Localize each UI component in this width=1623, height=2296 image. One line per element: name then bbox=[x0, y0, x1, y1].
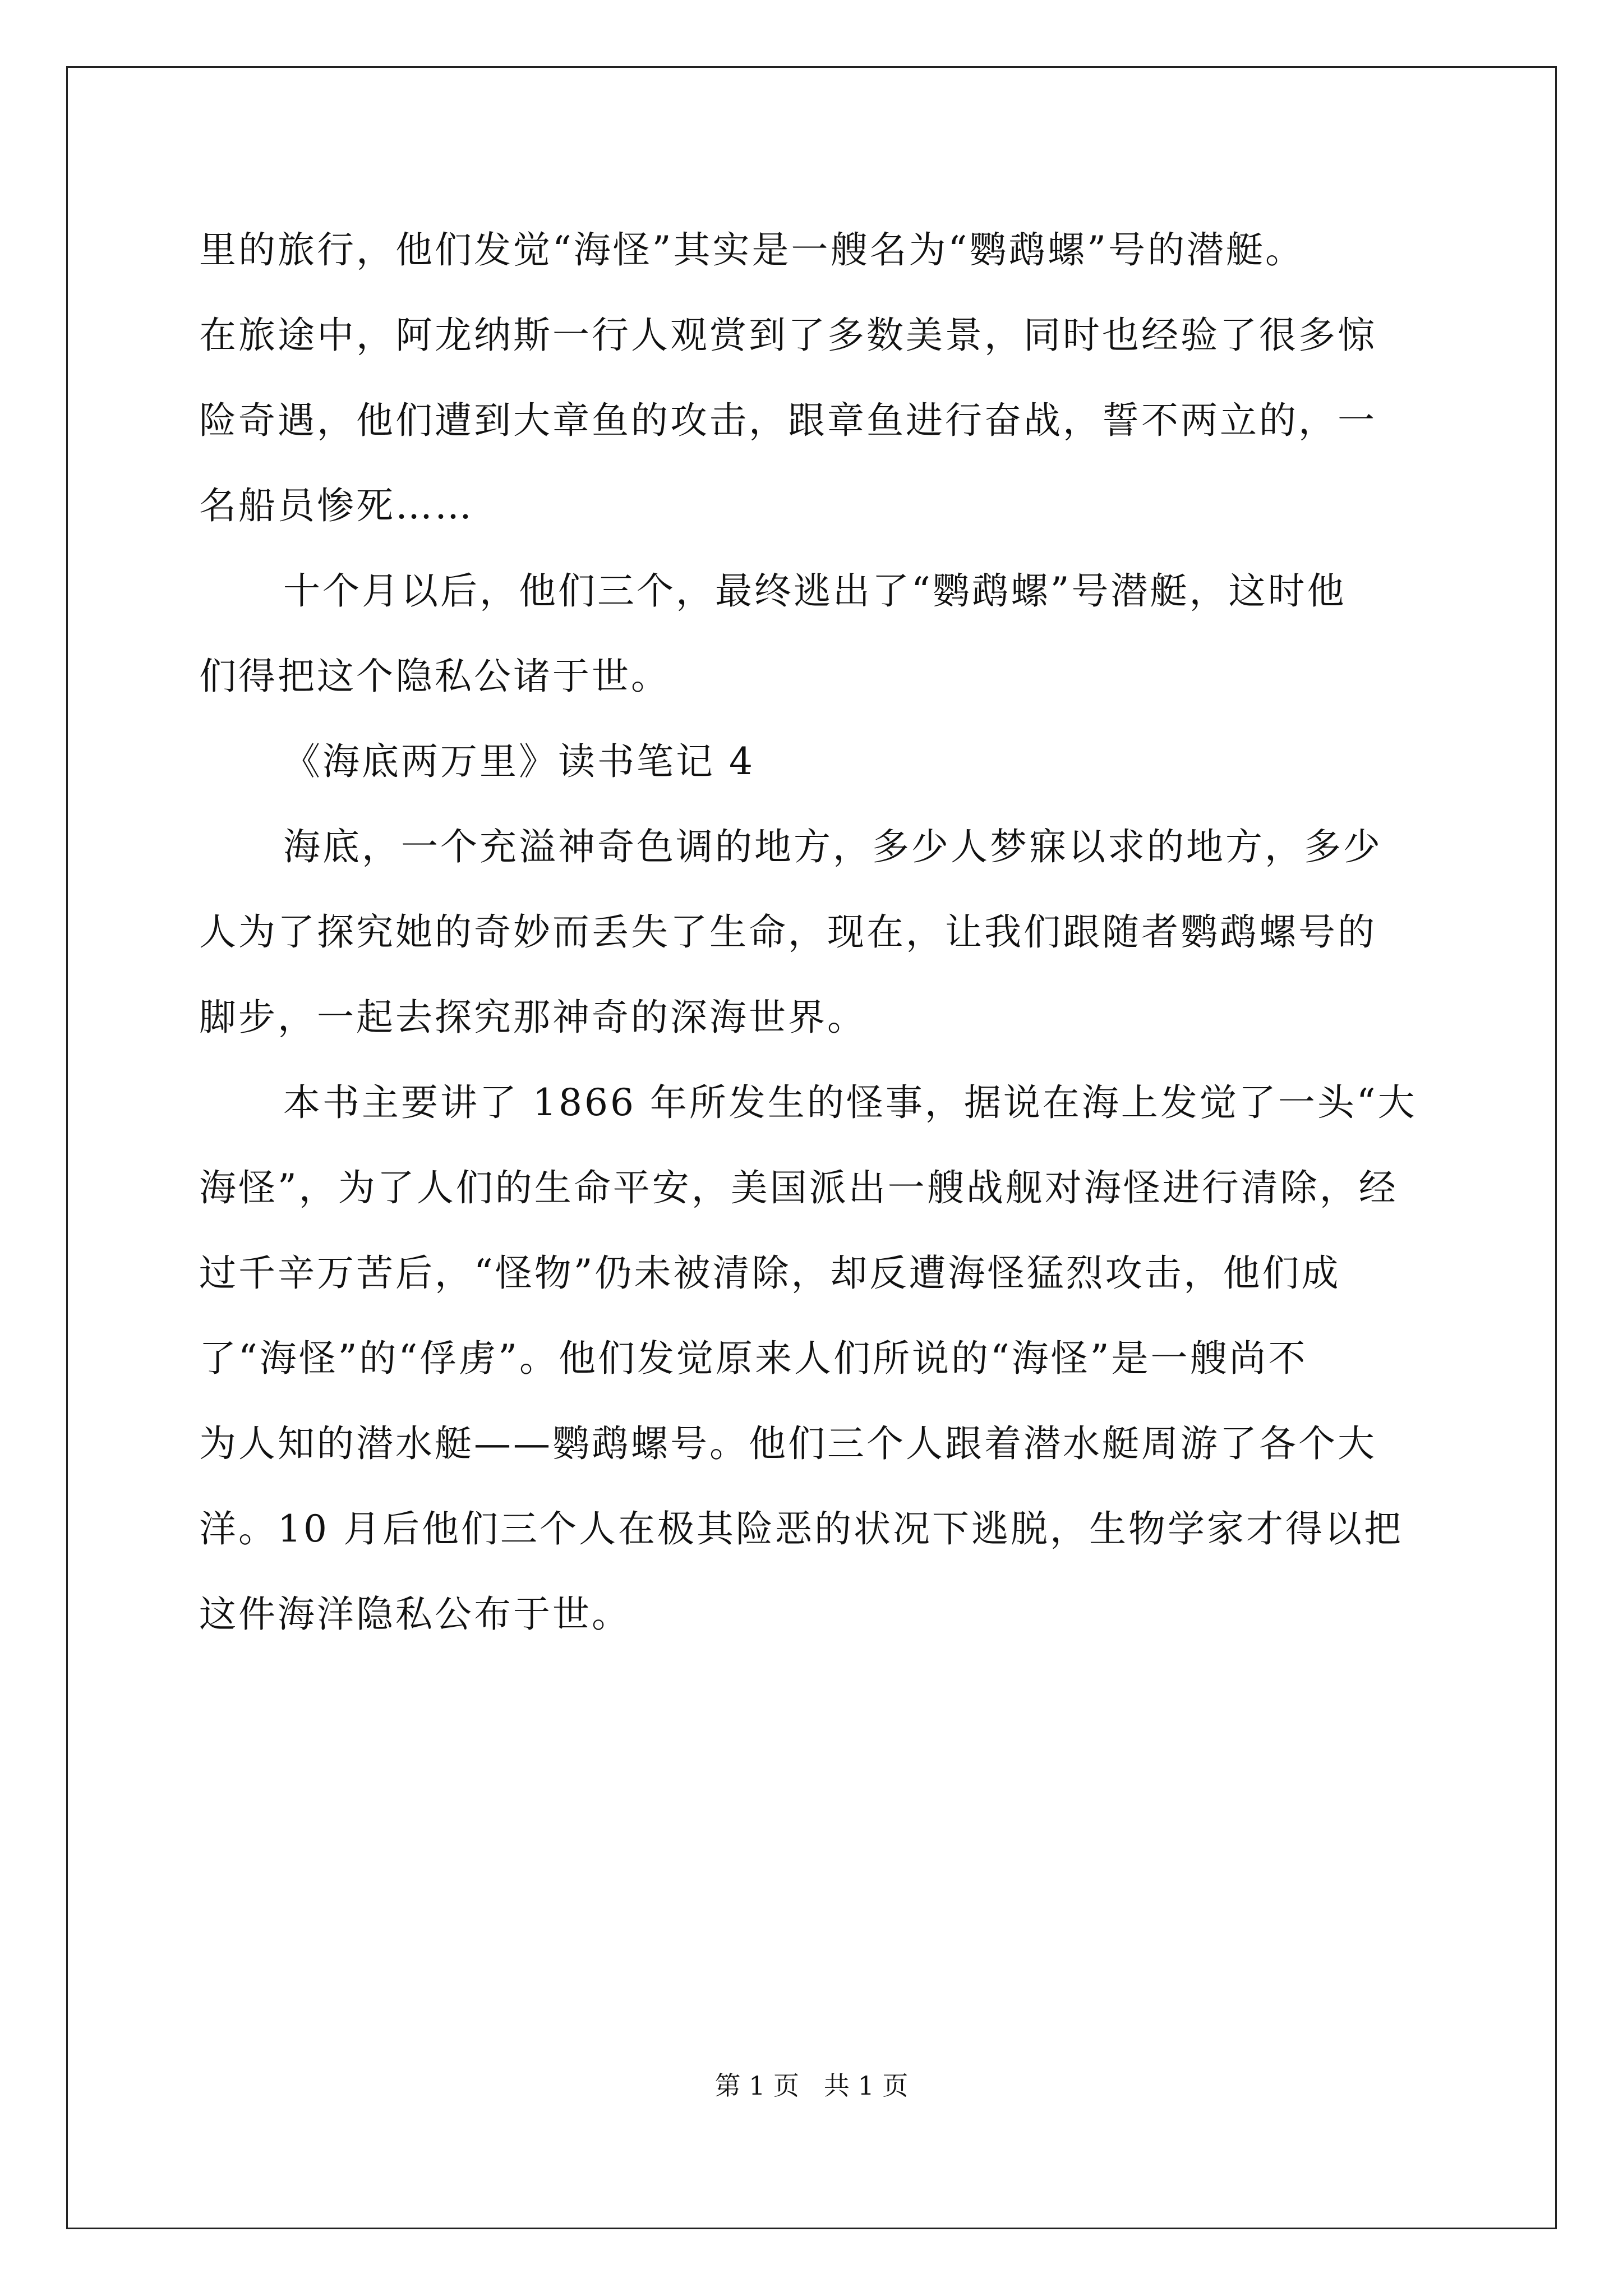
section-heading: 《海底两万里》读书笔记 4 bbox=[283, 740, 755, 783]
paragraph-first-line: 本书主要讲了 1866 年所发生的怪事，据说在海上发觉了一头“大 bbox=[283, 1081, 1417, 1124]
text-line: 脚步，一起去探究那神奇的深海世界。 bbox=[199, 996, 866, 1039]
text-line: 们得把这个隐私公诸于世。 bbox=[199, 655, 670, 698]
text-line: 里的旅行，他们发觉“海怪”其实是一艘名为“鹦鹉螺”号的潜艇。 bbox=[199, 228, 1304, 272]
text-line: 了“海怪”的“俘虏”。他们发觉原来人们所说的“海怪”是一艘尚不 bbox=[199, 1337, 1308, 1380]
text-line: 人为了探究她的奇妙而丢失了生命，现在，让我们跟随者鹦鹉螺号的 bbox=[199, 910, 1377, 954]
text-line: 海怪”，为了人们的生命平安，美国派出一艘战舰对海怪进行清除，经 bbox=[199, 1166, 1398, 1209]
text-line: 洋。10 月后他们三个人在极其险恶的状况下逃脱，生物学家才得以把 bbox=[199, 1507, 1403, 1550]
page-number-footer: 第 1 页 共 1 页 bbox=[714, 2070, 909, 2101]
paragraph-first-line: 海底，一个充溢神奇色调的地方，多少人梦寐以求的地方，多少 bbox=[283, 825, 1382, 868]
text-line: 险奇遇，他们遭到大章鱼的攻击，跟章鱼进行奋战，誓不两立的，一 bbox=[199, 399, 1377, 442]
document-body bbox=[199, 208, 1427, 1657]
text-line: 在旅途中，阿龙纳斯一行人观赏到了多数美景，同时也经验了很多惊 bbox=[199, 314, 1377, 357]
text-line: 名船员惨死…… bbox=[199, 484, 474, 527]
text-line: 过千辛万苦后，“怪物”仍未被清除，却反遭海怪猛烈攻击，他们成 bbox=[199, 1251, 1341, 1295]
text-line: 这件海洋隐私公布于世。 bbox=[199, 1593, 631, 1636]
text-line: 为人知的潜水艇——鹦鹉螺号。他们三个人跟着潜水艇周游了各个大 bbox=[199, 1422, 1377, 1465]
paragraph-first-line: 十个月以后，他们三个，最终逃出了“鹦鹉螺”号潜艇，这时他 bbox=[283, 569, 1347, 613]
